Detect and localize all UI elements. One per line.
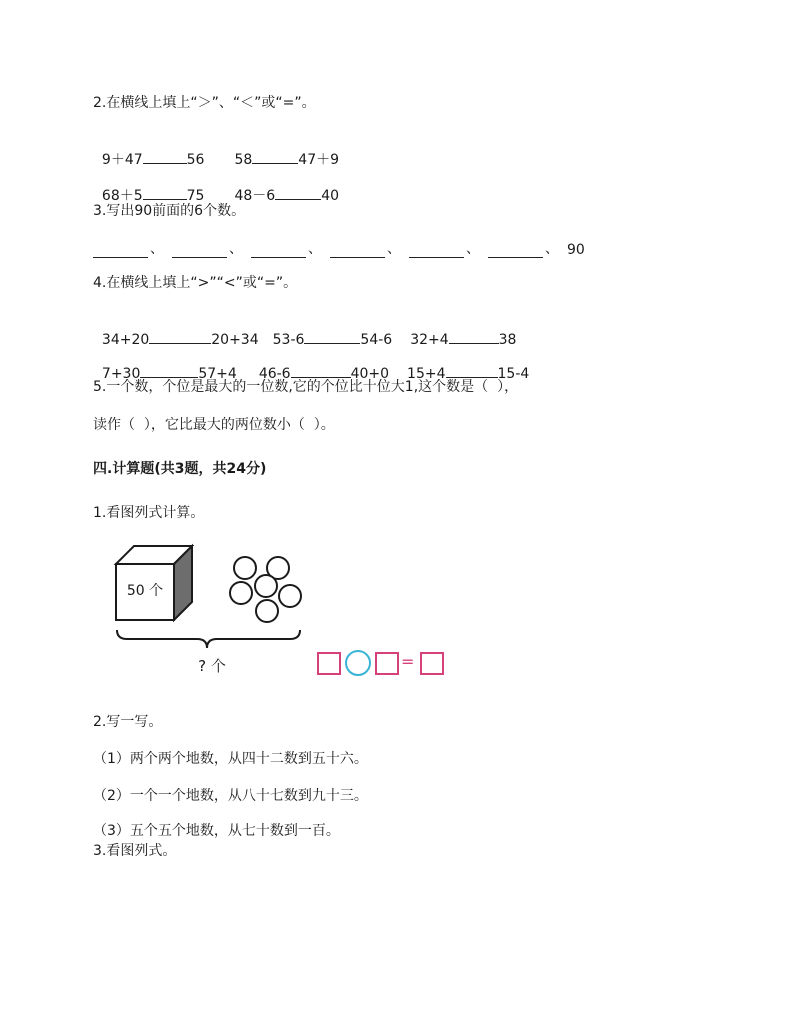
cube-box <box>116 546 192 620</box>
answer-blank[interactable] <box>251 243 306 258</box>
q2-item: （2）一个一个地数，从八十七数到九十三。 <box>93 788 368 804</box>
section3-title: 3.写出90前面的6个数。 <box>93 203 246 219</box>
sequence-end: 90 <box>567 242 585 258</box>
expr: 75 <box>186 188 205 204</box>
total-label: ? 个 <box>198 657 226 675</box>
q2-title: 2.写一写。 <box>93 714 163 730</box>
expr: 15+4 <box>407 366 446 382</box>
counter-circle <box>279 585 301 607</box>
expr: 7+30 <box>101 366 141 382</box>
answer-blank[interactable] <box>409 243 464 258</box>
answer-blank[interactable] <box>275 185 321 200</box>
answer-square[interactable] <box>375 652 399 675</box>
expr: 32+4 <box>410 332 449 348</box>
expr: 40+0 <box>350 366 390 382</box>
counter-circle <box>256 600 278 622</box>
expr: 34+20 <box>101 332 150 348</box>
q3-title: 3.看图列式。 <box>93 843 177 859</box>
q2-item: （3）五个五个地数，从七十数到一百。 <box>93 823 340 839</box>
answer-square[interactable] <box>420 652 444 675</box>
section2-row1 <box>93 131 339 169</box>
expr: 15-4 <box>497 366 530 382</box>
sequence-blanks: 、 、 、 、 、 、 90 <box>93 238 585 258</box>
q2-item: （1）两个两个地数，从四十二数到五十六。 <box>93 751 368 767</box>
answer-blank[interactable] <box>291 363 351 378</box>
section2-title: 2.在横线上填上“＞”、“＜”或“=”。 <box>93 95 316 111</box>
operator-circle[interactable] <box>345 650 371 676</box>
answer-blank[interactable] <box>93 243 148 258</box>
section5-line1: 5.一个数，个位是最大的一位数,它的个位比十位大1,这个数是（ ）， <box>93 379 519 395</box>
expr: 38 <box>498 332 517 348</box>
answer-blank[interactable] <box>449 329 499 344</box>
circle-cluster <box>230 557 301 622</box>
box-label: 50 个 <box>126 583 164 599</box>
q1-title: 1.看图列式计算。 <box>93 505 205 521</box>
answer-blank[interactable] <box>304 329 360 344</box>
counter-circle <box>230 582 252 604</box>
expr: 56 <box>186 152 205 168</box>
expr: 48－6 <box>234 188 276 204</box>
section2-row2 <box>93 167 339 205</box>
expr: 20+34 <box>211 332 259 348</box>
answer-blank[interactable] <box>252 149 298 164</box>
expr: 68＋5 <box>101 188 143 204</box>
total-brace <box>117 630 300 648</box>
part4-heading: 四.计算题(共3题，共24分) <box>93 461 267 477</box>
section5-line2: 读作（ ），它比最大的两位数小（ ）。 <box>93 417 335 433</box>
answer-blank[interactable] <box>143 149 187 164</box>
answer-blank[interactable] <box>330 243 385 258</box>
expr: 53-6 <box>272 332 305 348</box>
expr: 54-6 <box>360 332 393 348</box>
expr: 9＋47 <box>101 152 143 168</box>
expr: 47＋9 <box>298 152 340 168</box>
answer-blank[interactable] <box>143 185 187 200</box>
expr: 46-6 <box>258 366 291 382</box>
counter-circle <box>234 557 256 579</box>
answer-blank[interactable] <box>140 363 198 378</box>
answer-blank[interactable] <box>446 363 498 378</box>
answer-blank[interactable] <box>149 329 211 344</box>
answer-square[interactable] <box>317 652 341 675</box>
answer-blank[interactable] <box>488 243 543 258</box>
section4-title: 4.在横线上填上“>”“<”或“=”。 <box>93 275 298 291</box>
equals-sign: = <box>401 652 415 671</box>
section4-row1 <box>93 311 516 349</box>
answer-blank[interactable] <box>172 243 227 258</box>
expr: 58 <box>234 152 253 168</box>
counter-circle <box>255 575 277 597</box>
expr: 57+4 <box>198 366 237 382</box>
expr: 40 <box>321 188 340 204</box>
